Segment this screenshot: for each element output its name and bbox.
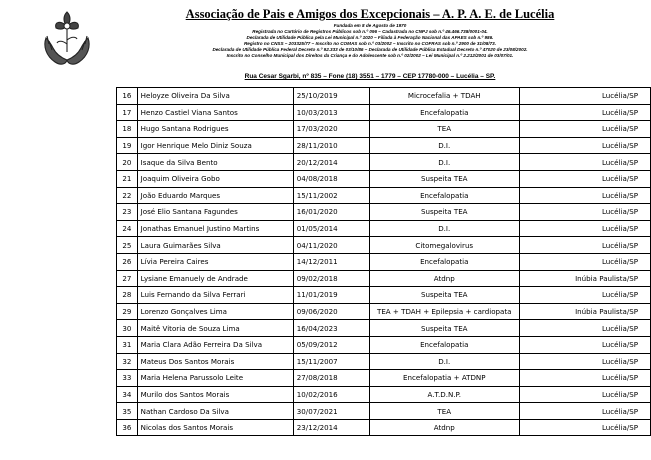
table-row: [117, 187, 651, 204]
diagnosis-cell: Atdnp: [369, 419, 519, 436]
table-row: [117, 253, 651, 270]
city-cell: Lucélia/SP: [519, 386, 650, 403]
table-row: [117, 320, 651, 337]
city-cell: Lucélia/SP: [519, 253, 650, 270]
table-row: [117, 170, 651, 187]
birth-date-cell: 05/09/2012: [293, 336, 369, 353]
birth-date-cell: 01/05/2014: [293, 220, 369, 237]
city-cell: Inúbia Paulista/SP: [519, 270, 650, 287]
diagnosis-cell: D.I.: [369, 353, 519, 370]
table-row: [117, 403, 651, 420]
row-number-cell: 21: [117, 170, 138, 187]
table-row: [117, 88, 651, 105]
table-row: [117, 204, 651, 221]
student-name-cell: Mateus Dos Santos Morais: [137, 353, 293, 370]
table-row: [117, 386, 651, 403]
diagnosis-cell: Encefalopatia + ATDNP: [369, 370, 519, 387]
diagnosis-cell: Suspeita TEA: [369, 204, 519, 221]
row-number-cell: 25: [117, 237, 138, 254]
student-name-cell: Maria Helena Parussolo Leite: [137, 370, 293, 387]
student-name-cell: Maitê Vitoria de Souza Lima: [137, 320, 293, 337]
students-table: [116, 87, 651, 436]
birth-date-cell: 27/08/2018: [293, 370, 369, 387]
table-row: [117, 287, 651, 304]
student-name-cell: Nicolas dos Santos Morais: [137, 419, 293, 436]
diagnosis-cell: A.T.D.N.P.: [369, 386, 519, 403]
row-number-cell: 35: [117, 403, 138, 420]
header-line-5: Declarada de Utilidade Pública Federal Decreto n.º 92.333 de 03/10/86 – Declarada de Utilidade Pública Estadual Decreto n.º 47020 de 23/08/2002.: [212, 47, 528, 52]
birth-date-cell: 23/12/2014: [293, 419, 369, 436]
birth-date-cell: 10/03/2013: [293, 104, 369, 121]
table-row: [117, 419, 651, 436]
student-name-cell: Heloyze Oliveira Da Silva: [137, 88, 293, 105]
apae-flower-hands-logo: [38, 8, 96, 70]
organization-title: Associação de Pais e Amigos dos Excepcionais – A. P. A. E. de Lucélia: [185, 7, 555, 21]
table-row: [117, 154, 651, 171]
birth-date-cell: 16/04/2023: [293, 320, 369, 337]
city-cell: Lucélia/SP: [519, 121, 650, 138]
city-cell: Lucélia/SP: [519, 237, 650, 254]
diagnosis-cell: D.I.: [369, 137, 519, 154]
city-cell: Lucélia/SP: [519, 336, 650, 353]
student-name-cell: Igor Henrique Melo Diniz Souza: [137, 137, 293, 154]
diagnosis-cell: Citomegalovirus: [369, 237, 519, 254]
student-name-cell: José Elio Santana Fagundes: [137, 204, 293, 221]
birth-date-cell: 04/08/2018: [293, 170, 369, 187]
table-row: [117, 220, 651, 237]
row-number-cell: 34: [117, 386, 138, 403]
student-name-cell: Lysiane Emanuely de Andrade: [137, 270, 293, 287]
diagnosis-cell: Encefalopatia: [369, 187, 519, 204]
birth-date-cell: 09/06/2020: [293, 303, 369, 320]
table-row: [117, 270, 651, 287]
student-name-cell: Lorenzo Gonçalves Lima: [137, 303, 293, 320]
city-cell: Lucélia/SP: [519, 320, 650, 337]
student-name-cell: João Eduardo Marques: [137, 187, 293, 204]
row-number-cell: 24: [117, 220, 138, 237]
diagnosis-cell: Atdnp: [369, 270, 519, 287]
birth-date-cell: 10/02/2016: [293, 386, 369, 403]
row-number-cell: 16: [117, 88, 138, 105]
diagnosis-cell: Encefalopatia: [369, 104, 519, 121]
diagnosis-cell: Encefalopatia: [369, 253, 519, 270]
diagnosis-cell: Encefalopatia: [369, 336, 519, 353]
table-row: [117, 336, 651, 353]
table-row: [117, 121, 651, 138]
row-number-cell: 18: [117, 121, 138, 138]
city-cell: Lucélia/SP: [519, 220, 650, 237]
student-name-cell: Isaque da Silva Bento: [137, 154, 293, 171]
student-name-cell: Luis Fernando da Silva Ferrari: [137, 287, 293, 304]
diagnosis-cell: TEA: [369, 403, 519, 420]
row-number-cell: 33: [117, 370, 138, 387]
table-row: [117, 237, 651, 254]
birth-date-cell: 30/07/2021: [293, 403, 369, 420]
diagnosis-cell: D.I.: [369, 220, 519, 237]
student-name-cell: Nathan Cardoso Da Silva: [137, 403, 293, 420]
birth-date-cell: 15/11/2007: [293, 353, 369, 370]
student-name-cell: Henzo Castiel Viana Santos: [137, 104, 293, 121]
city-cell: Lucélia/SP: [519, 170, 650, 187]
birth-date-cell: 04/11/2020: [293, 237, 369, 254]
city-cell: Lucélia/SP: [519, 88, 650, 105]
table-row: [117, 370, 651, 387]
city-cell: Lucélia/SP: [519, 353, 650, 370]
student-name-cell: Jonathas Emanuel Justino Martins: [137, 220, 293, 237]
diagnosis-cell: TEA: [369, 121, 519, 138]
row-number-cell: 30: [117, 320, 138, 337]
table-row: [117, 137, 651, 154]
row-number-cell: 26: [117, 253, 138, 270]
birth-date-cell: 28/11/2010: [293, 137, 369, 154]
table-row: [117, 353, 651, 370]
student-name-cell: Murilo dos Santos Morais: [137, 386, 293, 403]
diagnosis-cell: D.I.: [369, 154, 519, 171]
table-row: [117, 104, 651, 121]
city-cell: Lucélia/SP: [519, 287, 650, 304]
document-header: [0, 0, 651, 84]
diagnosis-cell: Suspeita TEA: [369, 170, 519, 187]
city-cell: Lucélia/SP: [519, 154, 650, 171]
row-number-cell: 23: [117, 204, 138, 221]
student-name-cell: Lívia Pereira Caires: [137, 253, 293, 270]
row-number-cell: 27: [117, 270, 138, 287]
header-line-1: Fundada em 8 de Agosto de 1970: [333, 23, 407, 28]
diagnosis-cell: Microcefalia + TDAH: [369, 88, 519, 105]
diagnosis-cell: Suspeita TEA: [369, 320, 519, 337]
city-cell: Lucélia/SP: [519, 104, 650, 121]
city-cell: Lucélia/SP: [519, 187, 650, 204]
header-line-4: Registro no CNSS – 203325/77 – Inscrito no COMAS sob n.º 03/2002 – Inscrito no COFRAS sob n.º 2900 de 31/08/73.: [243, 41, 496, 46]
city-cell: Lucélia/SP: [519, 137, 650, 154]
row-number-cell: 19: [117, 137, 138, 154]
header-line-6: Inscrito no Conselho Municipal dos Direitos da Criança e do Adolescente sob n.º 02/2002 – Lei Municipal n.º 2.212/2001 de 03/07/01.: [226, 53, 514, 58]
header-address: Rua Cesar Sgarbi, nº 835 – Fone (18) 3551 – 1779 – CEP 17780-000 – Lucélia – SP.: [244, 73, 496, 80]
city-cell: Lucélia/SP: [519, 419, 650, 436]
row-number-cell: 20: [117, 154, 138, 171]
row-number-cell: 28: [117, 287, 138, 304]
city-cell: Lucélia/SP: [519, 403, 650, 420]
row-number-cell: 29: [117, 303, 138, 320]
city-cell: Lucélia/SP: [519, 370, 650, 387]
birth-date-cell: 17/03/2020: [293, 121, 369, 138]
student-name-cell: Hugo Santana Rodrigues: [137, 121, 293, 138]
row-number-cell: 22: [117, 187, 138, 204]
row-number-cell: 31: [117, 336, 138, 353]
city-cell: Inúbia Paulista/SP: [519, 303, 650, 320]
student-name-cell: Laura Guimarães Silva: [137, 237, 293, 254]
birth-date-cell: 11/01/2019: [293, 287, 369, 304]
row-number-cell: 17: [117, 104, 138, 121]
birth-date-cell: 16/01/2020: [293, 204, 369, 221]
birth-date-cell: 15/11/2002: [293, 187, 369, 204]
diagnosis-cell: TEA + TDAH + Epilepsia + cardiopata: [369, 303, 519, 320]
row-number-cell: 36: [117, 419, 138, 436]
header-line-3: Declarada de Utilidade Pública pela Lei Municipal n.º 1020 – Filiada à Federação Nacional das APAES sob n.º 986.: [246, 35, 494, 40]
row-number-cell: 32: [117, 353, 138, 370]
diagnosis-cell: Suspeita TEA: [369, 287, 519, 304]
birth-date-cell: 20/12/2014: [293, 154, 369, 171]
city-cell: Lucélia/SP: [519, 204, 650, 221]
birth-date-cell: 09/02/2018: [293, 270, 369, 287]
birth-date-cell: 14/12/2011: [293, 253, 369, 270]
table-row: [117, 303, 651, 320]
student-name-cell: Maria Clara Adão Ferreira Da Silva: [137, 336, 293, 353]
header-line-2: Registrada no Cartório de Registros Públicos sob n.º 096 – Cadastrada no CNPJ sob n.º 46.466.738/0001-04.: [252, 29, 488, 34]
students-table-body: [117, 88, 651, 436]
birth-date-cell: 25/10/2019: [293, 88, 369, 105]
student-name-cell: Joaquim Oliveira Gobo: [137, 170, 293, 187]
